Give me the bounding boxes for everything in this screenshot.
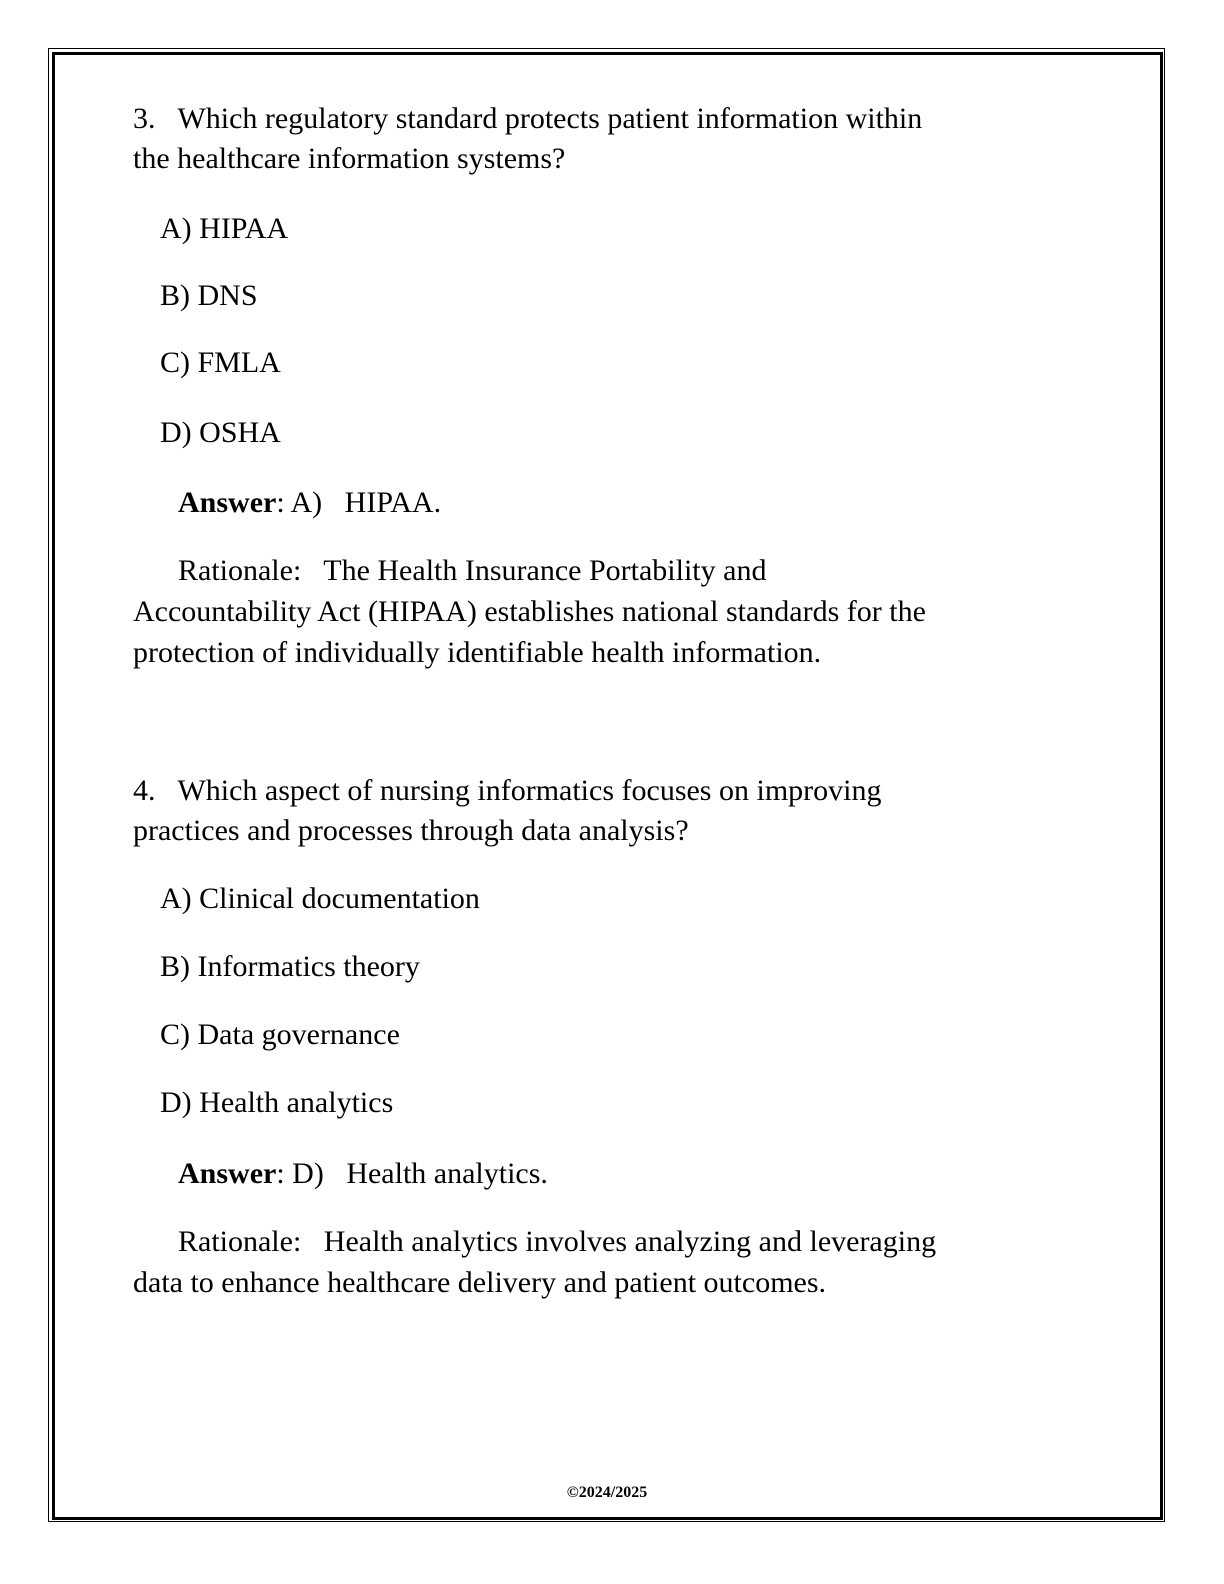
question-3-answer: Answer: A) HIPAA. (178, 486, 442, 519)
question-3-option-b: B) DNS (160, 279, 258, 312)
question-3-rationale-line2: Accountability Act (HIPAA) establishes national standards for the (133, 595, 926, 628)
question-3-text: 3. Which regulatory standard protects patient information within (133, 102, 923, 135)
question-3-text-cont: the healthcare information systems? (133, 142, 566, 175)
question-4-rationale-line2: data to enhance healthcare delivery and patient outcomes. (133, 1266, 827, 1299)
question-4-rationale: Rationale: Health analytics involves analyzing and leveraging (178, 1225, 937, 1258)
question-4-option-a: A) Clinical documentation (160, 882, 480, 915)
question-4-text-cont: practices and processes through data analysis? (133, 814, 689, 847)
question-4-answer: Answer: D) Health analytics. (178, 1157, 548, 1190)
question-4-option-c: C) Data governance (160, 1018, 400, 1051)
question-4-option-d: D) Health analytics (160, 1086, 394, 1119)
question-4-text: 4. Which aspect of nursing informatics focuses on improving (133, 774, 882, 807)
copyright-footer: ©2024/2025 (566, 1484, 648, 1501)
question-3-option-d: D) OSHA (160, 416, 281, 449)
question-3-rationale: Rationale: The Health Insurance Portability and (178, 554, 767, 587)
question-3-option-a: A) HIPAA (160, 212, 289, 245)
question-4-option-b: B) Informatics theory (160, 950, 420, 983)
question-3-option-c: C) FMLA (160, 346, 281, 379)
question-3-rationale-line3: protection of individually identifiable health information. (133, 636, 822, 669)
